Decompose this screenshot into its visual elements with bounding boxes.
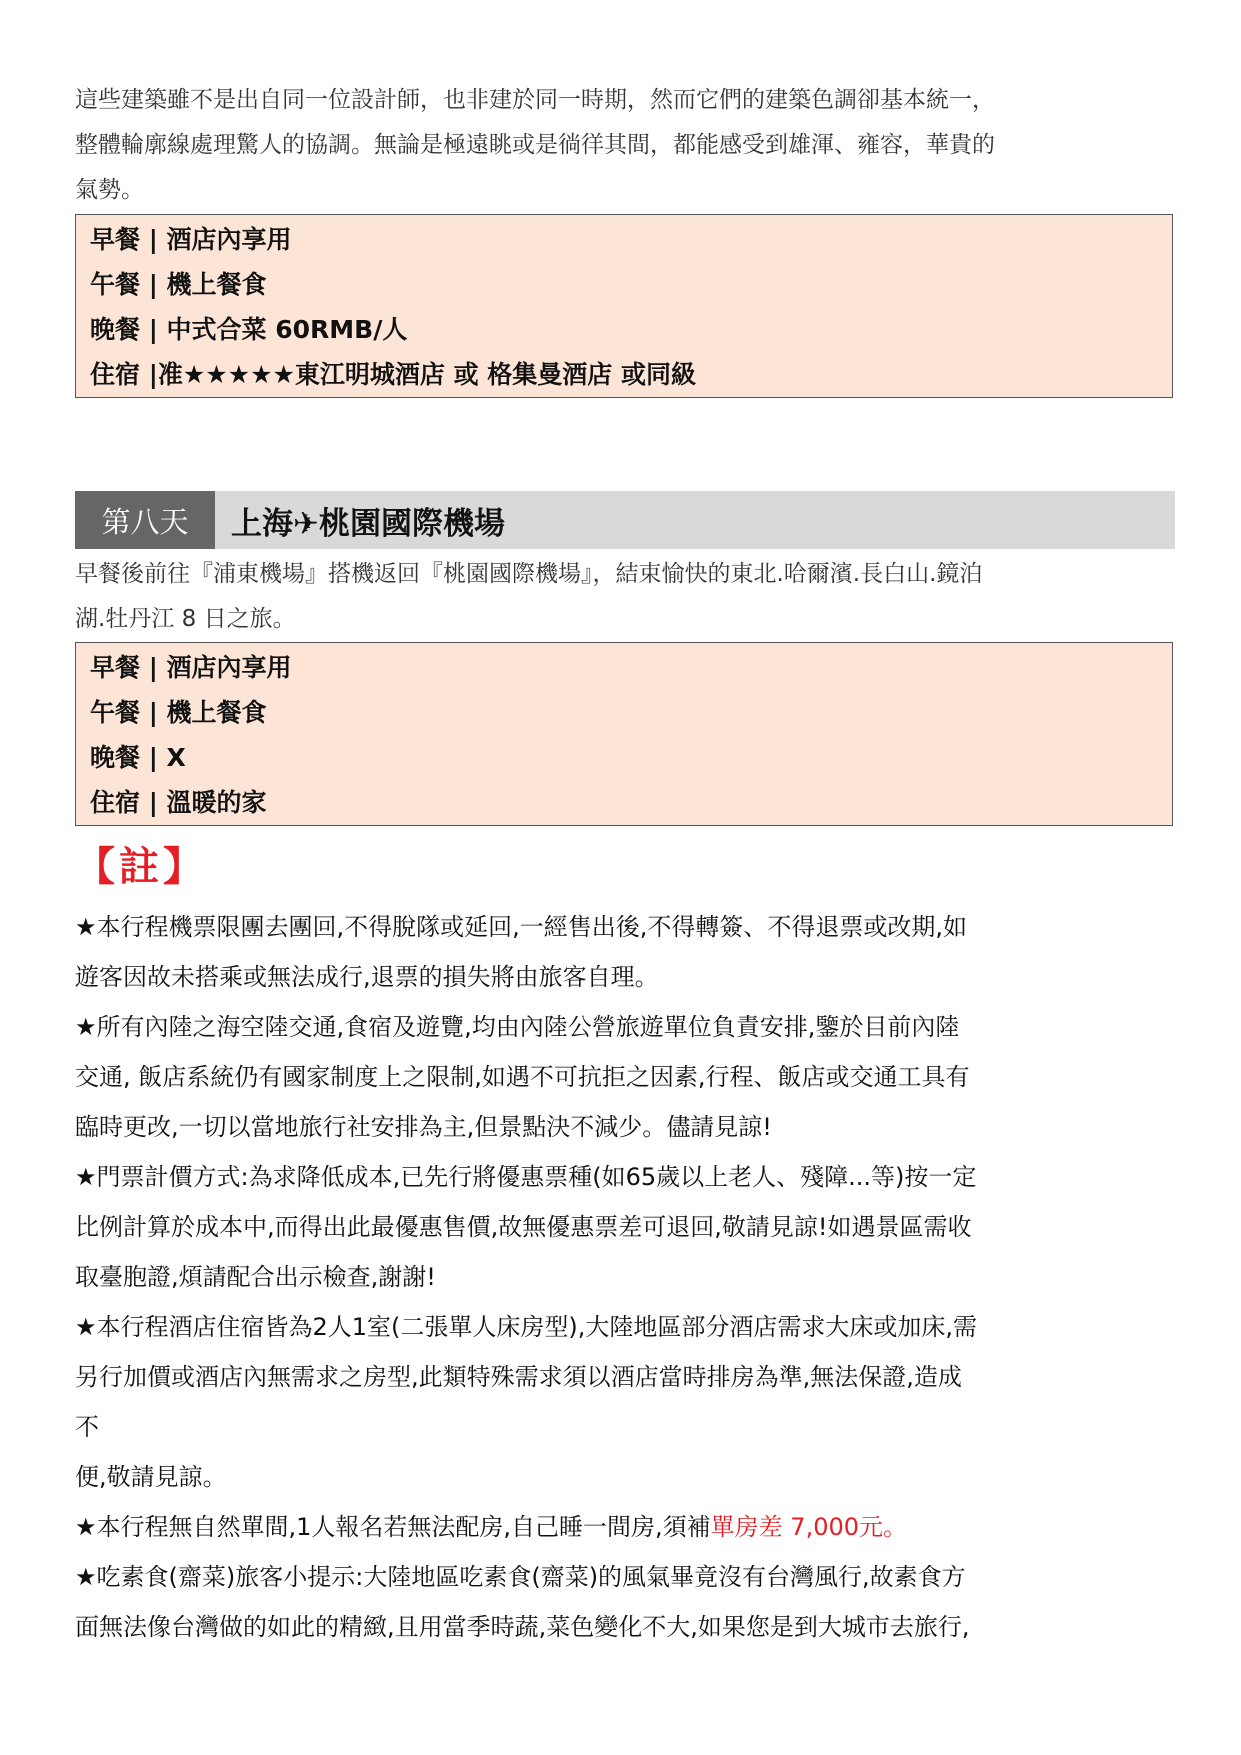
- day-description: [75, 552, 1185, 642]
- day-desc-line: 早餐後前往『浦東機場』搭機返回『桃園國際機場』，結束愉快的東北.哈爾濱.長白山.鏡泊: [75, 561, 983, 587]
- hotel-row: 住宿 | 溫暖的家: [90, 788, 267, 817]
- note-line: 比例計算於成本中,而得出此最優惠售價,故無優惠票差可退回,敬請見諒!如遇景區需收: [75, 1213, 972, 1241]
- dinner-row: 晚餐 | 中式合菜 60RMB/人: [90, 315, 408, 344]
- note-line: 臨時更改,一切以當地旅行社安排為主,但景點決不減少。儘請見諒!: [75, 1113, 772, 1141]
- intro-line: 氣勢。: [75, 177, 144, 203]
- note-line: ★門票計價方式:為求降低成本,已先行將優惠票種(如65歲以上老人、殘障...等)按一定: [75, 1163, 977, 1191]
- intro-line: 整體輪廓線處理驚人的協調。無論是極遠眺或是徜徉其間，都能感受到雄渾、雍容，華貴的: [75, 132, 995, 158]
- note-line: 面無法像台灣做的如此的精緻,且用當季時蔬,菜色變化不大,如果您是到大城市去旅行,: [75, 1613, 970, 1641]
- meal-box-day7: [75, 214, 1173, 398]
- day-desc-line: 湖.牡丹江 8 日之旅。: [75, 606, 296, 632]
- note-line: ★本行程機票限團去團回,不得脫隊或延回,一經售出後,不得轉簽、不得退票或改期,如: [75, 913, 968, 941]
- note-line: ★本行程酒店住宿皆為2人1室(二張單人床房型),大陸地區部分酒店需求大床或加床,需: [75, 1313, 978, 1341]
- dinner-row: 晚餐 | X: [90, 743, 186, 772]
- note-line: 另行加價或酒店內無需求之房型,此類特殊需求須以酒店當時排房為準,無法保證,造成: [75, 1363, 962, 1391]
- day-title: 上海✈桃園國際機場: [231, 505, 505, 542]
- intro-line: 這些建築雖不是出自同一位設計師，也非建於同一時期，然而它們的建築色調卻基本統一，: [75, 87, 995, 113]
- notes-title: 【註】: [75, 844, 207, 890]
- lunch-row: 午餐 | 機上餐食: [90, 270, 267, 299]
- note-line: ★吃素食(齋菜)旅客小提示:大陸地區吃素食(齋菜)的風氣畢竟沒有台灣風行,故素食方: [75, 1563, 966, 1591]
- note-line: 取臺胞證,煩請配合出示檢查,謝謝!: [75, 1263, 436, 1291]
- note-text: ★本行程無自然單間,1人報名若無法配房,自己睡一間房,須補: [75, 1513, 711, 1541]
- meal-box-day8: [75, 642, 1173, 826]
- note-line: 遊客因故未搭乘或無法成行,退票的損失將由旅客自理。: [75, 963, 659, 991]
- note-line: 不: [75, 1413, 99, 1441]
- note-line: 交通, 飯店系統仍有國家制度上之限制,如遇不可抗拒之因素,行程、飯店或交通工具有: [75, 1063, 970, 1091]
- lunch-row: 午餐 | 機上餐食: [90, 698, 267, 727]
- intro-paragraph: [75, 78, 1175, 213]
- note-line-single-room: [75, 1502, 1185, 1552]
- note-line: ★所有內陸之海空陸交通,食宿及遊覽,均由內陸公營旅遊單位負責安排,鑒於目前內陸: [75, 1013, 960, 1041]
- notes-list: [75, 902, 1185, 1652]
- day-header: [75, 491, 1175, 549]
- day-label: 第八天: [75, 491, 215, 549]
- hotel-row: 住宿 |准★★★★★東江明城酒店 或 格集曼酒店 或同級: [90, 360, 697, 389]
- breakfast-row: 早餐 | 酒店內享用: [90, 225, 292, 254]
- note-line: 便,敬請見諒。: [75, 1463, 227, 1491]
- breakfast-row: 早餐 | 酒店內享用: [90, 653, 292, 682]
- single-room-surcharge: 單房差 7,000元。: [710, 1513, 908, 1541]
